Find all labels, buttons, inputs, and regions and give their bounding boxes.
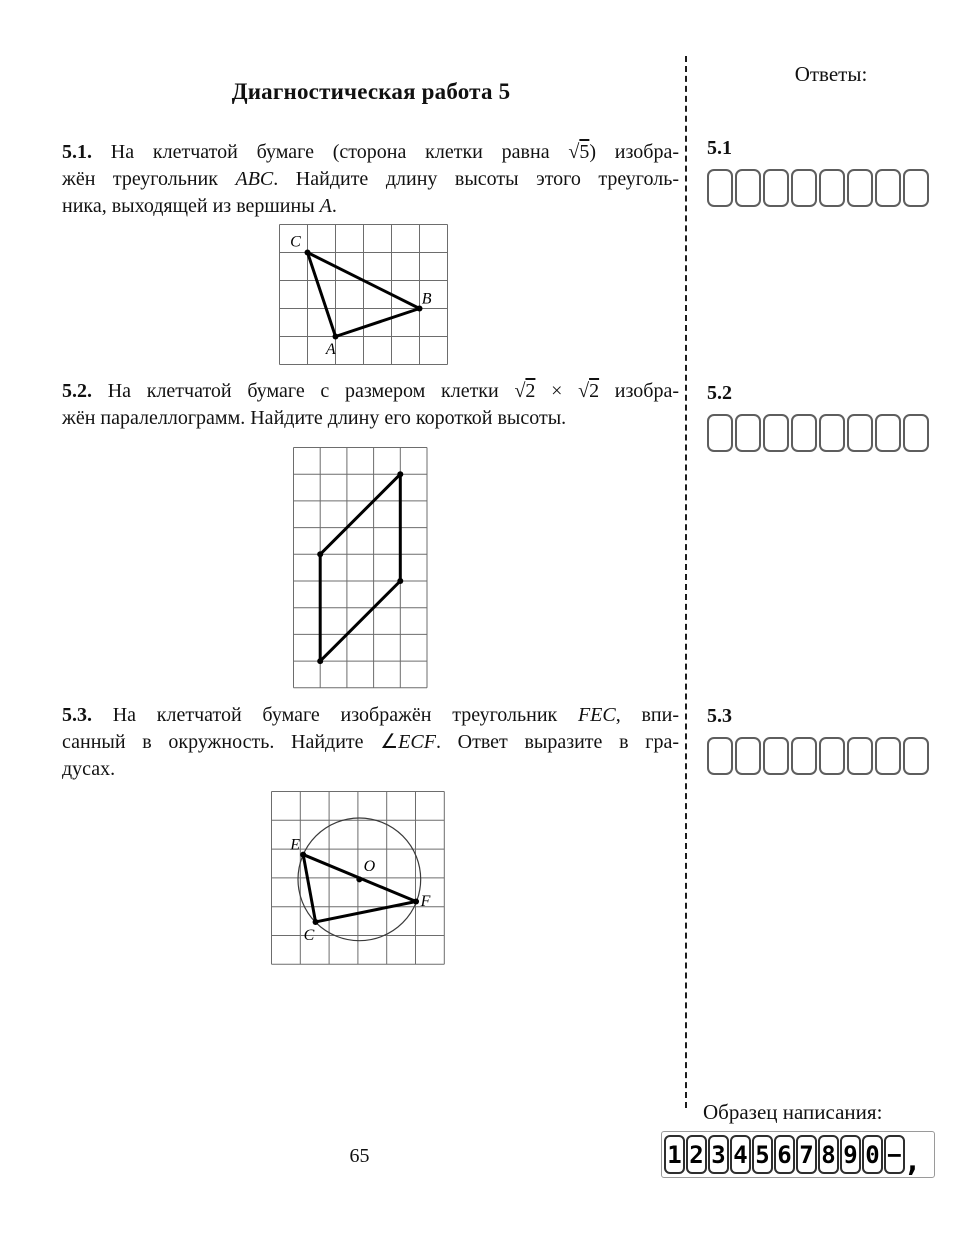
problem-text-line: жён паралеллограмм. Найдите длину его короткой высоты. [62, 407, 567, 429]
answer-cell[interactable] [791, 737, 817, 775]
answer-slot-label: 5.2 [707, 382, 732, 404]
sample-glyph-cell: 2 [686, 1135, 707, 1174]
sample-glyph-cell: 9 [840, 1135, 861, 1174]
sample-glyph-cell: 6 [774, 1135, 795, 1174]
answers-divider-dashed-line [685, 56, 687, 1108]
page-title: Диагностическая работа 5 [231, 79, 511, 104]
problem-5-1-text [62, 139, 679, 220]
answer-cell[interactable] [763, 169, 789, 207]
answer-cell[interactable] [819, 737, 845, 775]
sample-glyph-cell: 7 [796, 1135, 817, 1174]
answer-cell[interactable] [735, 737, 761, 775]
answer-cell[interactable] [903, 169, 929, 207]
sample-glyph-cell: 0 [862, 1135, 883, 1174]
answer-cell[interactable] [707, 414, 733, 452]
answer-slot-label: 5.1 [707, 137, 732, 159]
svg-text:C: C [290, 233, 301, 251]
problem-5-2-text [62, 378, 679, 432]
svg-text:E: E [290, 836, 300, 854]
answer-cell[interactable] [847, 414, 873, 452]
problem-text-line: 5.3. На клетчатой бумаге изображён треугольник FEC, впи- [62, 704, 679, 726]
answer-cells-row [707, 737, 947, 775]
answer-cell[interactable] [791, 414, 817, 452]
answer-slot-label: 5.3 [707, 705, 732, 727]
answer-cells-row [707, 414, 947, 452]
svg-text:B: B [421, 290, 432, 308]
page-number: 65 [349, 1145, 370, 1167]
problem-text-line: жён треугольник ABC. Найдите длину высоты этого треуголь- [62, 168, 679, 190]
answer-cell[interactable] [763, 414, 789, 452]
sample-glyph-cell: 3 [708, 1135, 729, 1174]
svg-text:A: A [325, 340, 336, 358]
problem-5-1-figure [278, 223, 449, 371]
answer-cell[interactable] [875, 737, 901, 775]
sample-glyph-cell: 8 [818, 1135, 839, 1174]
answers-header: Ответы: [794, 62, 868, 86]
answer-cell[interactable] [847, 737, 873, 775]
problem-text-line: 5.1. На клетчатой бумаге (сторона клетки равна √5) изобра- [62, 141, 680, 163]
answer-cell[interactable] [707, 737, 733, 775]
sample-glyph-cell: − [884, 1135, 905, 1174]
problem-text-line: дусах. [62, 758, 116, 780]
answer-cell[interactable] [847, 169, 873, 207]
problem-5-2-figure [292, 446, 429, 694]
answer-slot-5-3 [707, 705, 947, 775]
answer-slot-5-1 [707, 137, 947, 207]
answer-cell[interactable] [791, 169, 817, 207]
sample-glyph-cell: 1 [664, 1135, 685, 1174]
answer-cell[interactable] [903, 414, 929, 452]
sample-glyph-cell: , [903, 1144, 922, 1179]
problem-5-3-figure [270, 790, 446, 971]
sample-row [661, 1131, 935, 1178]
answer-cell[interactable] [819, 414, 845, 452]
answer-slot-5-2 [707, 382, 947, 452]
problem-5-3-text [62, 702, 679, 783]
answer-cell[interactable] [707, 169, 733, 207]
svg-text:C: C [303, 926, 315, 944]
answer-cell[interactable] [735, 169, 761, 207]
sample-glyph-cell: 5 [752, 1135, 773, 1174]
answer-cell[interactable] [735, 414, 761, 452]
svg-text:F: F [420, 892, 431, 910]
answer-cell[interactable] [819, 169, 845, 207]
sample-glyph-cell: 4 [730, 1135, 751, 1174]
answer-cell[interactable] [903, 737, 929, 775]
answer-cells-row [707, 169, 947, 207]
problem-text-line: 5.2. На клетчатой бумаге с размером клетки √2 × √2 изобра- [62, 380, 679, 402]
answer-cell[interactable] [875, 169, 901, 207]
writing-sample-label: Образец написания: [703, 1100, 883, 1124]
svg-text:O: O [363, 857, 376, 875]
answer-cell[interactable] [875, 414, 901, 452]
problem-text-line: ника, выходящей из вершины A. [62, 195, 337, 217]
problem-text-line: санный в окружность. Найдите ∠ECF. Ответ выразите в гра- [62, 731, 679, 753]
answer-cell[interactable] [763, 737, 789, 775]
